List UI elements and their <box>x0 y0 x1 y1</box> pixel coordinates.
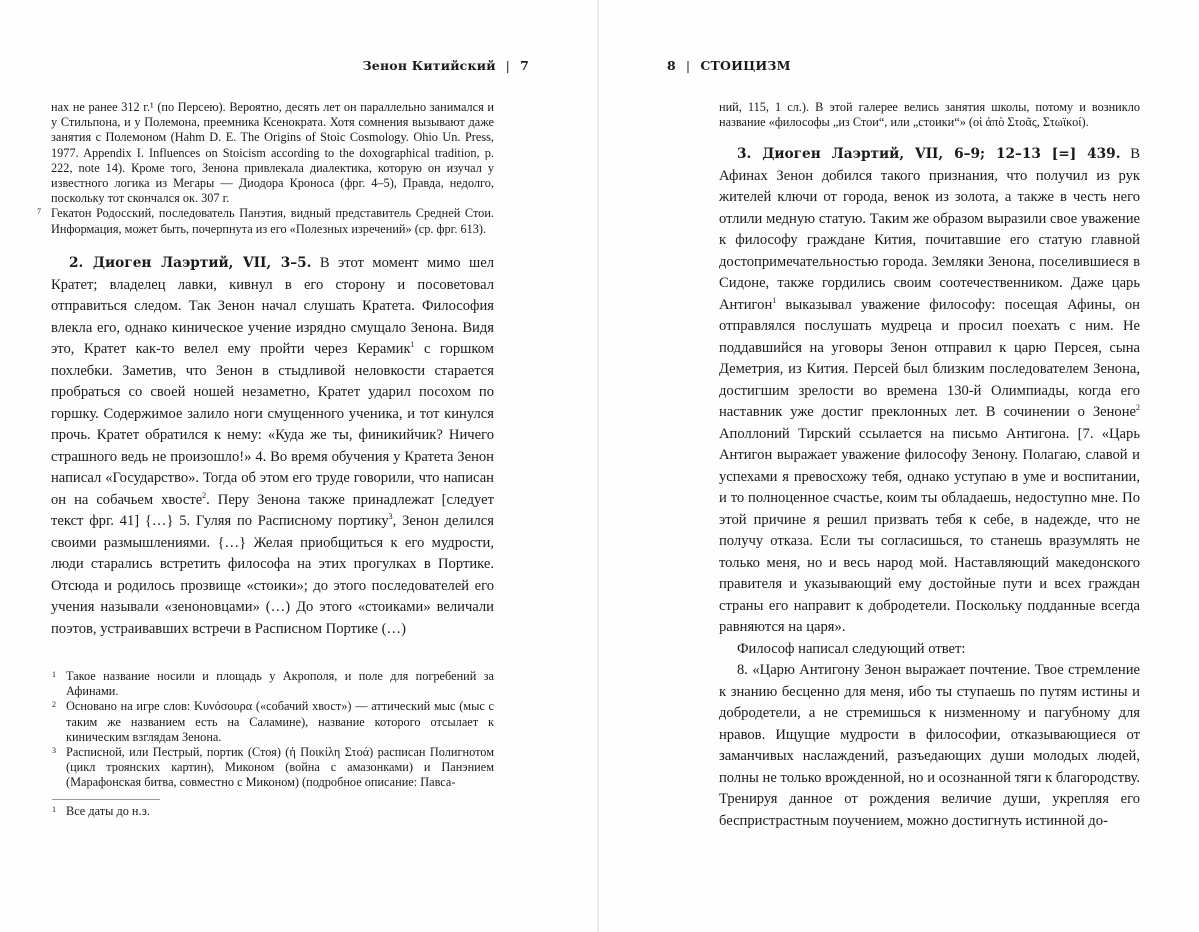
footnote-rule <box>52 799 160 800</box>
footnote-number: 7 <box>37 207 41 217</box>
footnote-number: 2 <box>52 700 56 710</box>
footnote-ref[interactable]: 1 <box>772 295 777 305</box>
paragraph-text: Аполлоний Тирский ссылается на письмо Антигона. [7. «Царь Антигон выражает уважение философу Зенону. Полагаю, славой и успехами я превосхожу тебя, однако уступаю в уме и воспитании, и то полноценное счастье, коим ты обладаешь, недоступно мне. По этой причине я решил призвать тебя к себе, в надежде, что не получу отказа. Если ты согласишься, то станешь вразумлять не только меня, но и весь народ мой. Наставляющий македонского правителя и указывающий ему достойные пути и всех граждан страны его направит к добродетели. Поскольку подданные всегда равняются на царя». <box>719 425 1140 635</box>
fragment-heading: 3. Диоген Лаэртий, VII, 6–9; 12–13 [=] 439. <box>737 146 1121 162</box>
fragment-2 <box>51 253 494 640</box>
footnote-number: 1 <box>52 670 56 679</box>
running-head-title: СТОИЦИЗМ <box>700 58 791 73</box>
footnote-number: 3 <box>52 746 56 756</box>
footnote-2 <box>52 699 494 745</box>
right-page <box>599 0 1199 932</box>
running-head-title: Зенон Китийский <box>362 58 496 73</box>
footnote-1 <box>52 669 494 699</box>
footnote-3 <box>52 745 494 791</box>
date-footnote <box>52 804 452 819</box>
running-head-separator: | <box>505 58 511 73</box>
paragraph-text: . Перу Зенона также принадлежат [следует текст фрг. 41] {…} 5. Гуляя по Расписному портику <box>51 491 494 529</box>
letter-paragraph: 8. «Царю Антигону Зенон выражает почтение. Твое стремление к знанию бесценно для меня, ибо ты ступаешь по путям истины и добродетели, а не стремишься к низменному и пагубному для нравов. Ищущие мудрости в философии, отказывающиеся от заманчивых наслаждений, разъедающих души молодых людей, полны не только врожденной, но и осознанной тяги к благородству. Тренируя данное от рождения величие души, укрепляя его беспристрастным поучением, можно достигнуть истинной до- <box>719 662 1140 829</box>
fragment-3 <box>719 144 1140 832</box>
top-footnotes <box>37 100 494 237</box>
paragraph-text: В Афинах Зенон добился такого признания, что получил из рук жителей ключи от города, венок из золота, а также в честь него отлили медную статую. Таким же образом выразили свое уважение к философу граждане Кития, почитавшие его статую главной достопримечательностью города. Земляки Зенона, поселившиеся в Сидоне, также гордились своим соотечественником. Даже царь Антигон <box>719 146 1140 313</box>
paragraph-text: выказывал уважение философу: посещая Афины, он отправлялся послушать мудреца и просил поехать с ним. Не поддавшийся на уговоры Зенон отправил к царю Персея, сына Деметрия, из Кития. Персей был близким последователем Зенона, достигшим зрелости во времена 130-й Олимпиады, когда его наставник уже достиг преклонных лет. В сочинении о Зеноне <box>719 296 1140 420</box>
footnote-ref[interactable]: 3 <box>388 512 393 522</box>
paragraph-text: с горшком похлебки. Заметив, что Зенон в стыдливой неловкости старается пробраться со своей ношей незаметно, Кратет ударил посохом по горшку. Содержимое залило ноги смущенного ученика, и тот кинулся прочь. Кратет обратился к нему: «Куда же ты, финикийчик? Ничего страшного ведь не произошло!» 4. Во время обучения у Кратета Зенон написал «Государство». Тогда об этом его труде говорили, что написан он на собачьем хвосте <box>51 341 494 508</box>
fragment-heading: 2. Диоген Лаэртий, VII, 3–5. <box>69 255 312 271</box>
footnote-text: Расписной, или Пестрый, портик (Стоя) (ἡ Ποικίλη Στοά) расписан Полигнотом (цикл троянских картин), Миконом (война с амазонками) и Панэнием (Марафонская битва, совместно с Миконом) (подробное описание: Павса- <box>66 745 494 790</box>
page-number: 7 <box>520 58 529 73</box>
top-footnotes <box>719 100 1140 130</box>
running-head-separator: | <box>685 58 691 73</box>
paragraph-text: , Зенон делился своими размышлениями. {…} Желая приобщиться к его мудрости, люди старались встретить философа на этих прогулках в Портике. Отсюда и родилось прозвище «стоики»; до этого последователей его учения называли «зеноновцами» (…) До этого «стоиками» величали поэтов, устраивавших встречи в Расписном Портике (…) <box>51 513 494 637</box>
footnote-text: Все даты до н.э. <box>66 804 150 818</box>
page-number: 8 <box>667 58 676 73</box>
footnote-text: Гекатон Родосский, последователь Панэтия, видный представитель Средней Стои. Информация, может быть, почерпнута из его «Полезных изречений» (ср. фрг. 613). <box>51 206 494 236</box>
fragment-paragraph <box>719 144 1140 639</box>
footnote-7 <box>37 206 494 236</box>
left-page <box>0 0 597 932</box>
footnote-continuation: ний, 115, 1 сл.). В этой галерее велись занятия школы, потому и возникло название «философы „из Стои“, или „стоики“» (οἱ ἀπὸ Στοᾶς, Στωϊκοί). <box>719 100 1140 130</box>
footnotes <box>52 669 494 791</box>
footnote-text: Основано на игре слов: Κυνόσουρα («собачий хвост») — аттический мыс (мыс с таким же названием есть на Саламине), название которого отсылает к киническим взглядам Зенона. <box>66 699 494 744</box>
footnote-ref[interactable]: 1 <box>410 340 415 350</box>
paragraph-text: В этот момент мимо шел Кратет; владелец лавки, кивнул в его сторону и посоветовал отправиться следом. Так Зенон начал слушать Кратета. Философия влекла его, однако киническое учение изрядно смущало Зенона. Видя это, Кратет как-то велел ему пройти через Керамик <box>51 255 494 357</box>
footnote-continuation: нах не ранее 312 г.¹ (по Персею). Вероятно, десять лет он параллельно занимался и у Стильпона, и у Полемона, преемника Ксенократа. Хотя сомнения вызывают даже занятия с Полемоном (Hahm D. E. The Origins of Stoic Cosmology. Ohio Un. Press, 1977. Appendix I. Influences on Stoicism according to the doxographical tradition, p. 222, note 14). Кроме того, Зенона привлекала диалектика, которую он изучал у известного логика из Мегары — Диодора Кроноса (фрг. 4–5), Правда, недолго, поскольку тот скончался ок. 307 г. <box>51 100 494 206</box>
footnote-number: 1 <box>52 805 56 814</box>
running-head-left <box>363 58 529 73</box>
running-head-right <box>667 58 791 73</box>
fragment-paragraph <box>51 253 494 640</box>
footnote-ref[interactable]: 2 <box>1136 403 1140 413</box>
reply-intro-paragraph: Философ написал следующий ответ: <box>737 640 966 657</box>
footnote-ref[interactable]: 2 <box>202 490 207 500</box>
footnote-text: Такое название носили и площадь у Акрополя, и поле для погребений за Афинами. <box>66 669 494 699</box>
footnote-date <box>52 804 452 819</box>
